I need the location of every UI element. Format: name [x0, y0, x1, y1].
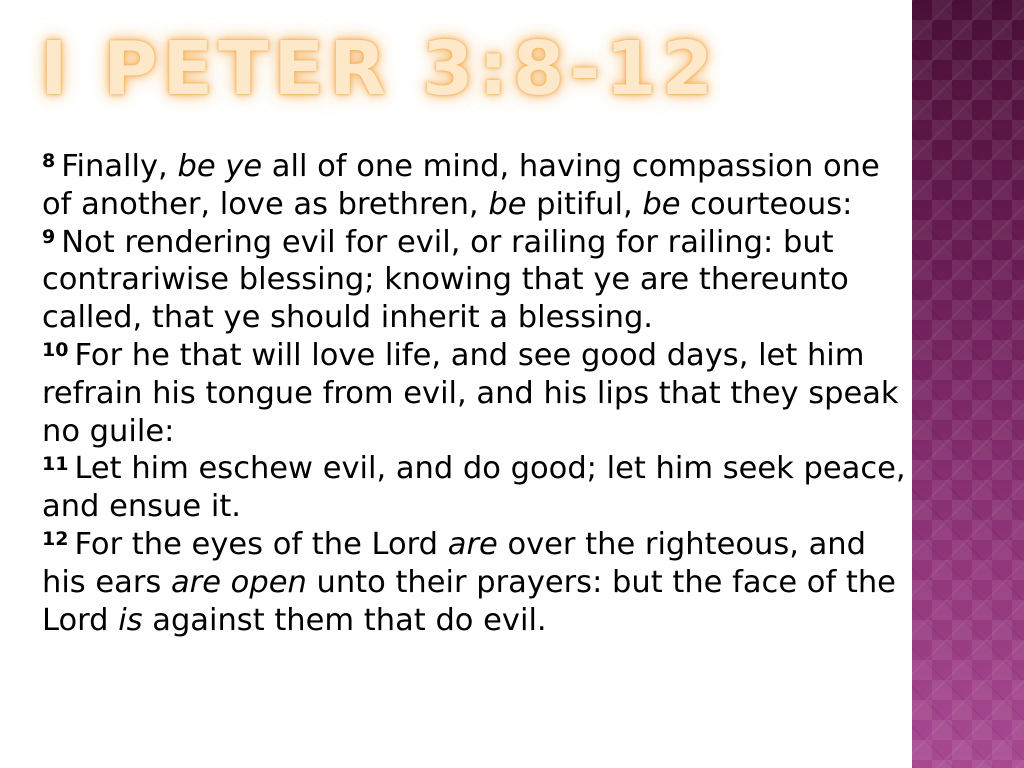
verse-text-italic: are open — [170, 564, 307, 600]
verse-text-italic: be — [488, 186, 527, 222]
verse-8 — [42, 148, 910, 224]
slide-title: I PETER 3:8-12 — [40, 26, 719, 112]
verse-number: 9 — [42, 226, 56, 249]
verse-number: 11 — [42, 452, 69, 475]
verse-text: For the eyes of the Lord — [74, 526, 448, 562]
verse-text-italic: be ye — [177, 149, 263, 184]
verse-text: unto their prayers: but the face of the Lord — [42, 564, 896, 638]
verse-9 — [42, 224, 910, 337]
verse-number: 8 — [42, 150, 56, 173]
verse-text: courteous: — [680, 186, 853, 222]
verse-text-italic: is — [118, 602, 143, 638]
verse-text: over the righteous, and his ears — [42, 526, 866, 600]
verse-text: For he that will love life, and see good days, let him refrain his tongue from evil, and his lips that they speak no guile: — [42, 337, 899, 449]
verse-text-italic: are — [447, 526, 498, 562]
verse-10 — [42, 337, 910, 450]
verse-text: Not rendering evil for evil, or railing for railing: but contrariwise blessing; knowing that ye are thereunto called, that ye should inherit a blessing. — [42, 224, 849, 336]
verse-12 — [42, 526, 910, 639]
verse-number: 12 — [42, 528, 69, 551]
verse-text: all of one mind, having compassion one of another, love as brethren, — [42, 149, 880, 222]
verse-text: pitiful, — [526, 186, 643, 222]
verse-text: Let him eschew evil, and do good; let him seek peace, and ensue it. — [42, 451, 906, 525]
scripture-text — [42, 148, 910, 639]
verse-text: Finally, — [61, 149, 178, 184]
decorative-side-band — [912, 0, 1024, 768]
verse-text: against them that do evil. — [142, 602, 547, 638]
verse-text-italic: be — [642, 186, 681, 222]
verse-11 — [42, 450, 910, 526]
verse-number: 10 — [42, 339, 69, 362]
